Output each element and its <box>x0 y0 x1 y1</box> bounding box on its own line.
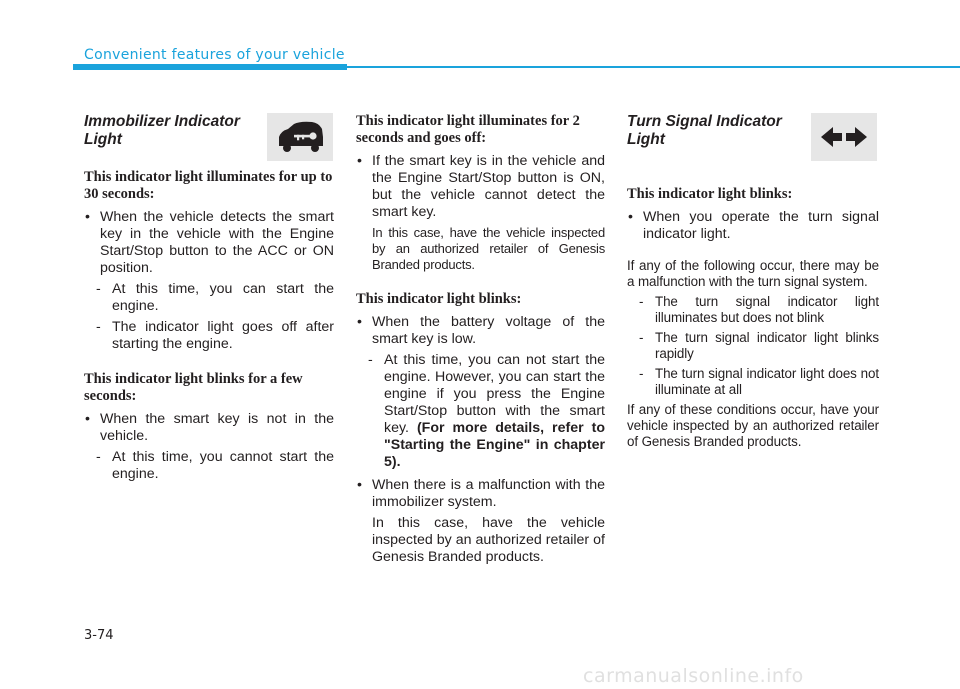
turn-signal-title: Turn Signal Indicator Light <box>627 113 782 148</box>
bullet-item: • When the smart key is not in the vehicle. <box>84 411 334 445</box>
bullet-item: • If the smart key is in the vehicle and the Engine Start/Stop button is ON, but the vehicle cannot detect the smart key. <box>356 153 605 221</box>
section-header: Convenient features of your vehicle <box>84 47 345 63</box>
paragraph: If any of the following occur, there may be a malfunction with the turn signal system. <box>627 258 879 289</box>
dash-item: - At this time, you can not start the engine. However, you can start the engine if you press the Engine Start/Stop button with the smart key. (For more details, refer to "Starting the Engine" in chapter 5). <box>368 352 605 470</box>
dash-text: The turn signal indicator light illuminates but does not blink <box>655 294 879 325</box>
page-number: 3-74 <box>84 628 114 643</box>
immobilizer-title: Immobilizer Indicator Light <box>84 113 240 148</box>
dash-text: At this time, you cannot start the engine. <box>112 449 334 482</box>
column-smart-key <box>356 110 605 566</box>
header-bar <box>73 64 347 70</box>
note-text: In this case, have the vehicle inspected by an authorized retailer of Genesis Branded products. <box>372 225 605 272</box>
dash-item: - At this time, you cannot start the engine. <box>96 449 334 482</box>
dash-item: - The turn signal indicator light blinks rapidly <box>639 330 879 361</box>
dash-text: At this time, you can start the engine. <box>112 281 334 314</box>
subheading: This indicator light illuminates for up to 30 seconds: <box>84 169 333 202</box>
header-rule <box>347 66 960 68</box>
dash-text: At this time, you can not start the engine. However, you can start the engine if you press the Engine Start/Stop button with the smart key. <box>384 352 605 436</box>
dash-text: The indicator light goes off after starting the engine. <box>112 319 334 352</box>
dash-text: The turn signal indicator light blinks rapidly <box>655 330 879 361</box>
subheading: This indicator light illuminates for 2 seconds and goes off: <box>356 113 580 146</box>
bullet-item: • When you operate the turn signal indicator light. <box>627 209 879 243</box>
watermark: carmanualsonline.info <box>583 665 804 687</box>
dash-item: - The turn signal indicator light illuminates but does not blink <box>639 294 879 325</box>
dash-item: - The indicator light goes off after starting the engine. <box>96 319 334 352</box>
subheading: This indicator light blinks: <box>627 186 793 202</box>
chapter-reference: (For more details, refer to "Starting the Engine" in chapter 5). <box>384 420 605 470</box>
bullet-item: • When there is a malfunction with the immobilizer system. <box>356 477 605 511</box>
column-turn-signal <box>627 110 879 450</box>
column-immobilizer <box>84 110 334 483</box>
dash-item: - The turn signal indicator light does not illuminate at all <box>639 366 879 397</box>
dash-item: - At this time, you can start the engine. <box>96 281 334 314</box>
bullet-continuation: In this case, have the vehicle inspected by an authorized retailer of Genesis Branded products. <box>372 515 605 565</box>
bullet-item: • When the vehicle detects the smart key in the vehicle with the Engine Start/Stop button to the ACC or ON position. <box>84 209 334 277</box>
dash-list <box>627 294 879 398</box>
bullet-item: • When the battery voltage of the smart key is low. <box>356 314 605 348</box>
paragraph: If any of these conditions occur, have your vehicle inspected by an authorized retailer of Genesis Branded products. <box>627 402 879 449</box>
subheading: This indicator light blinks: <box>356 291 522 307</box>
dash-text: The turn signal indicator light does not illuminate at all <box>655 366 879 397</box>
subheading: This indicator light blinks for a few seconds: <box>84 371 303 404</box>
